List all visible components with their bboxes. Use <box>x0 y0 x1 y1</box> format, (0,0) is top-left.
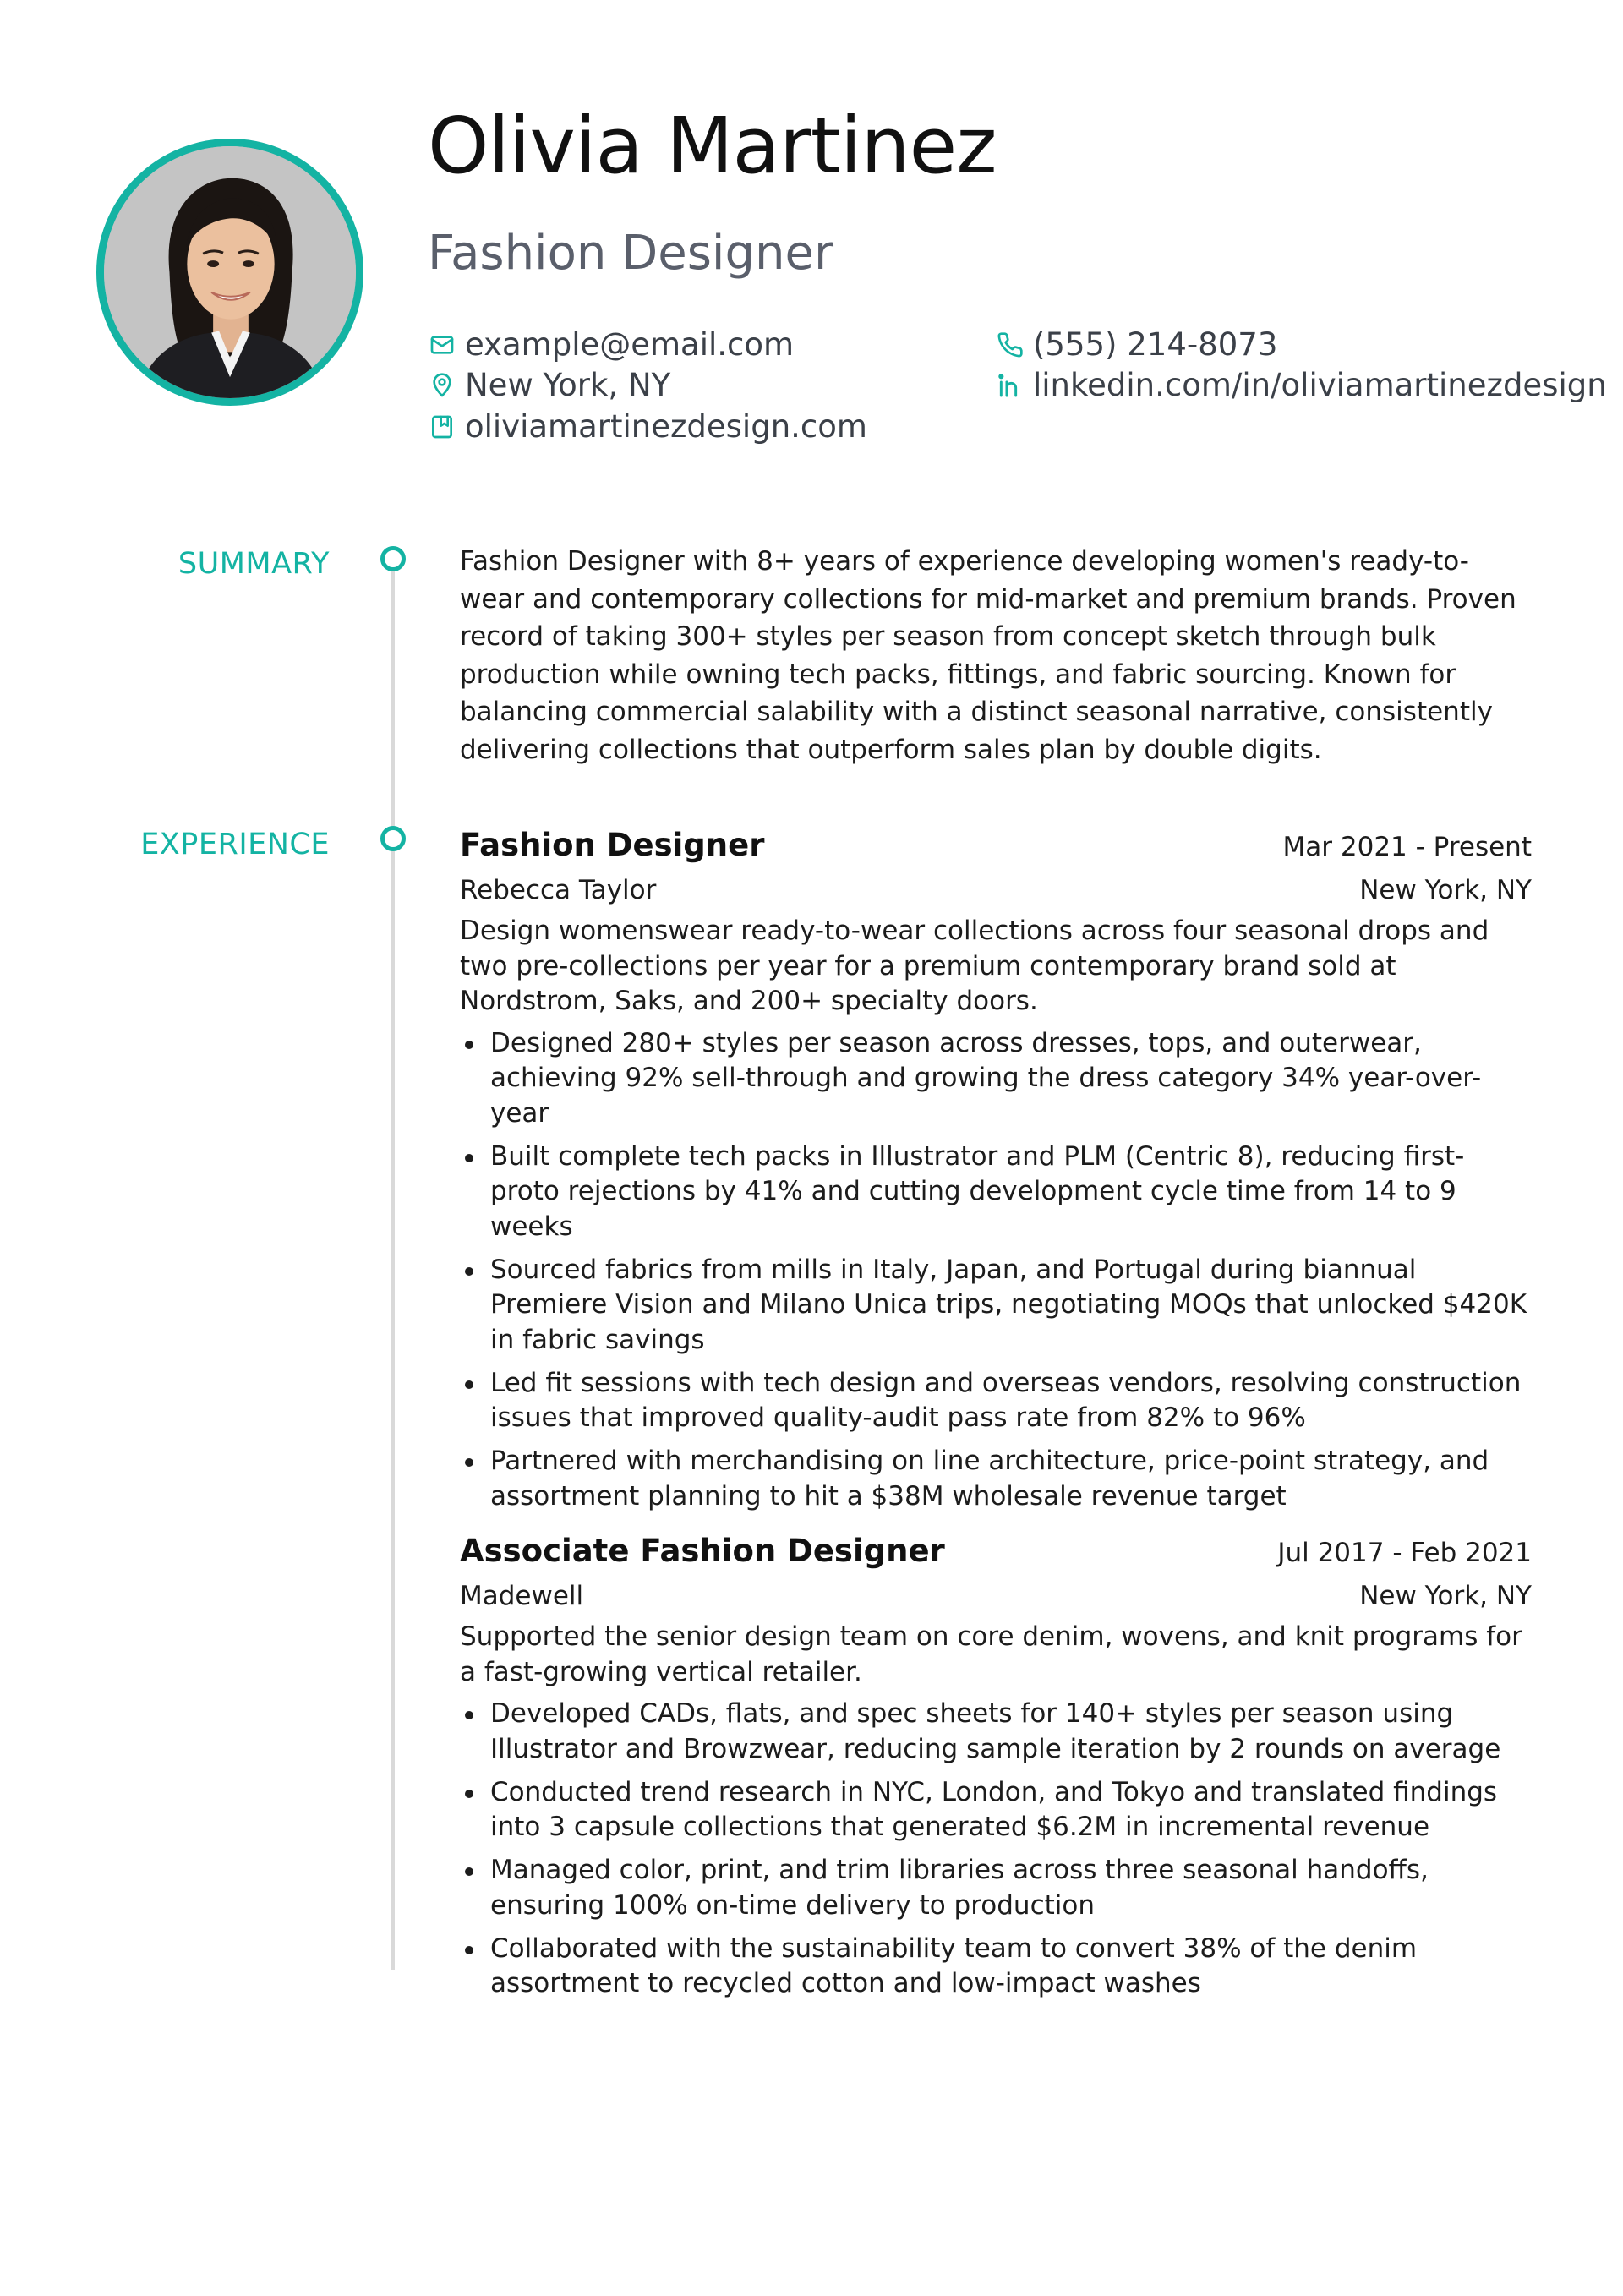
contact-linkedin[interactable] <box>996 369 1607 401</box>
contact-linkedin-text: linkedin.com/in/oliviamartinezdesign <box>1033 367 1607 403</box>
map-pin-icon <box>428 371 456 400</box>
job-bullet-list <box>460 1026 1532 1515</box>
contact-website[interactable] <box>428 408 867 445</box>
contact-email[interactable] <box>428 326 795 363</box>
job-bullet: Collaborated with the sustainability team to convert 38% of the denim assortment to recycled cotton and low-impact washes <box>460 1932 1532 2002</box>
linkedin-icon <box>996 371 1025 400</box>
timeline-dot-experience <box>380 826 406 851</box>
contact-email-text: example@email.com <box>465 326 795 363</box>
job-bullet: Developed CADs, flats, and spec sheets for 140+ styles per season using Illustrator and Browzwear, reducing sample iteration by 2 rounds on average <box>460 1697 1532 1767</box>
job-bullet: Designed 280+ styles per season across dresses, tops, and outerwear, achieving 92% sell-through and growing the dress category 34% year-over-year <box>460 1026 1532 1132</box>
job-title: Associate Fashion Designer <box>460 1533 945 1569</box>
job-description: Supported the senior design team on core denim, wovens, and knit programs for a fast-growing vertical retailer. <box>460 1621 1522 1687</box>
job-bullet: Led fit sessions with tech design and overseas vendors, resolving construction issues that improved quality-audit pass rate from 82% to 96% <box>460 1366 1532 1436</box>
job-bullet: Sourced fabrics from mills in Italy, Japan, and Portugal during biannual Premiere Vision and Milano Unica trips, negotiating MOQs that unlocked $420K in fabric savings <box>460 1253 1532 1358</box>
job-description: Design womenswear ready-to-wear collections across four seasonal drops and two pre-collections per year for a premium contemporary brand sold at Nordstrom, Saks, and 200+ specialty doors. <box>460 916 1489 1016</box>
job-title: Fashion Designer <box>460 827 765 863</box>
candidate-role: Fashion Designer <box>428 226 833 281</box>
contact-location <box>428 369 670 401</box>
timeline-dot-summary <box>380 546 406 571</box>
summary-section <box>460 543 1532 768</box>
profile-photo <box>96 139 363 406</box>
contact-phone[interactable] <box>996 326 1278 363</box>
job-bullet: Conducted trend research in NYC, London, and Tokyo and translated findings into 3 capsule collections that generated $6.2M in incremental revenue <box>460 1775 1532 1845</box>
job-bullet: Managed color, print, and trim libraries across three seasonal handoffs, ensuring 100% on-time delivery to production <box>460 1853 1532 1923</box>
bookmark-icon <box>428 413 456 441</box>
section-label-experience: EXPERIENCE <box>140 828 330 861</box>
experience-section <box>460 827 1532 2020</box>
job-bullet-list <box>460 1697 1532 2002</box>
summary-text: Fashion Designer with 8+ years of experience developing women's ready-to-wear and contemporary collections for mid-market and premium brands. Proven record of taking 300+ styles per season from concept sketch through bulk production while owning tech packs, fittings, and fabric sourcing. Known for balancing commercial salability with a distinct seasonal narrative, consistently delivering collections that outperform sales plan by double digits. <box>460 546 1516 765</box>
job-entry <box>460 827 1532 1514</box>
contact-phone-text: (555) 214-8073 <box>1033 326 1278 363</box>
portrait-image <box>104 146 356 398</box>
candidate-name: Olivia Martinez <box>428 101 997 191</box>
job-company: Rebecca Taylor <box>460 875 657 905</box>
contact-website-text: oliviamartinezdesign.com <box>465 408 867 445</box>
job-location: New York, NY <box>1359 1581 1532 1611</box>
mail-icon <box>428 331 456 359</box>
phone-icon <box>996 331 1025 359</box>
job-entry <box>460 1533 1532 2002</box>
job-bullet: Built complete tech packs in Illustrator and PLM (Centric 8), reducing first-proto rejections by 41% and cutting development cycle time from 14 to 9 weeks <box>460 1140 1532 1245</box>
job-dates: Mar 2021 - Present <box>1282 832 1532 862</box>
section-label-summary: SUMMARY <box>178 547 330 581</box>
job-location: New York, NY <box>1359 875 1532 905</box>
job-company: Madewell <box>460 1581 584 1611</box>
contact-location-text: New York, NY <box>465 367 671 403</box>
job-dates: Jul 2017 - Feb 2021 <box>1277 1538 1532 1568</box>
job-bullet: Partnered with merchandising on line architecture, price-point strategy, and assortment planning to hit a $38M wholesale revenue target <box>460 1444 1532 1514</box>
timeline-line <box>391 558 395 1970</box>
